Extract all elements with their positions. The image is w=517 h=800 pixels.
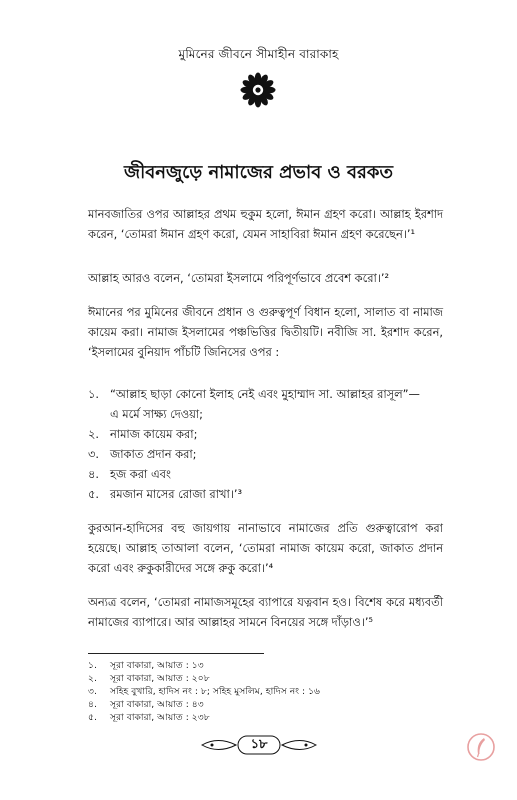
list-item-continuation: এ মর্মে সাক্ষ্য দেওয়া; — [110, 407, 203, 421]
list-item: ৫. রমজান মাসের রোজা রাখা।’³ — [88, 487, 243, 501]
footnote-item: ৫. সূরা বাকারা, আয়াত : ২৩৮ — [88, 712, 210, 723]
list-item: ৩. জাকাত প্রদান করা; — [88, 447, 197, 461]
paragraph-faith-command: মানবজাতির ওপর আল্লাহর প্রথম হুকুম হলো, ঈমান গ্রহণ করো। আল্লাহ ইরশাদ করেন, ‘তোমরা ঈমান গ্রহণ করো, যেমন সাহাবিরা ঈমান গ্রহণ করেছেন।’¹ — [88, 207, 443, 241]
quill-pen-watermark-icon — [466, 732, 496, 762]
footnote-item: ১. সূরা বাকারা, আয়াত : ১৩ — [88, 660, 204, 671]
sun-flower-ornament-icon — [240, 72, 276, 108]
list-item: ৪. হজ করা এবং — [88, 467, 171, 481]
paragraph-middle-prayer: অন্যত্র বলেন, ‘তোমরা নামাজসমূহের ব্যাপারে যত্নবান হও। বিশেষ করে মধ্যবর্তী নামাজের ব্যাপারে। আর আল্লাহর সামনে বিনয়ের সঙ্গে দাঁড়াও।’⁵ — [88, 595, 443, 629]
paragraph-quran-emphasis: কুরআন-হাদিসের বহু জায়গায় নানাভাবে নামাজের প্রতি গুরুত্বারোপ করা হয়েছে। আল্লাহ তাআলা বলেন, ‘তোমরা নামাজ কায়েম করো, জাকাত প্রদান করো এবং রুকুকারীদের সঙ্গে রুকু করো।’⁴ — [88, 521, 443, 575]
paragraph-enter-islam: আল্লাহ আরও বলেন, ‘তোমরা ইসলামে পরিপূর্ণভাবে প্রবেশ করো।’² — [88, 271, 390, 285]
list-item: ১. “আল্লাহ ছাড়া কোনো ইলাহ নেই এবং মুহাম্মাদ সা. আল্লাহর রাসূল”— — [88, 387, 420, 401]
chapter-title: জীবনজুড়ে নামাজের প্রভাব ও বরকত — [123, 162, 394, 183]
page-number-ornament — [198, 733, 320, 757]
list-item: ২. নামাজ কায়েম করা; — [88, 427, 198, 441]
paragraph-salat-importance: ঈমানের পর মুমিনের জীবনে প্রধান ও গুরুত্বপূর্ণ বিধান হলো, সালাত বা নামাজ কায়েম করা। নামাজ ইসলামের পঞ্চভিত্তির দ্বিতীয়টি। নবীজি সা. ইরশাদ করেন, ‘ইসলামের বুনিয়াদ পাঁচটি জিনিসের ওপর : — [88, 305, 443, 359]
footnote-item: ৪. সূরা বাকারা, আয়াত : ৪৩ — [88, 699, 204, 710]
footnote-item: ২. সূরা বাকারা, আয়াত : ২০৮ — [88, 673, 210, 684]
page-number: ১৮ — [250, 737, 268, 752]
footnotes — [88, 659, 448, 724]
footnote-item: ৩. সহিহ বুখারি, হাদিস নং : ৮; সহিহ মুসলিম, হাদিস নং : ১৬ — [88, 686, 320, 697]
five-pillars-list — [88, 384, 448, 504]
footnote-divider — [88, 653, 264, 654]
running-header: মুমিনের জীবনে সীমাহীন বারাকাহ — [178, 47, 339, 61]
